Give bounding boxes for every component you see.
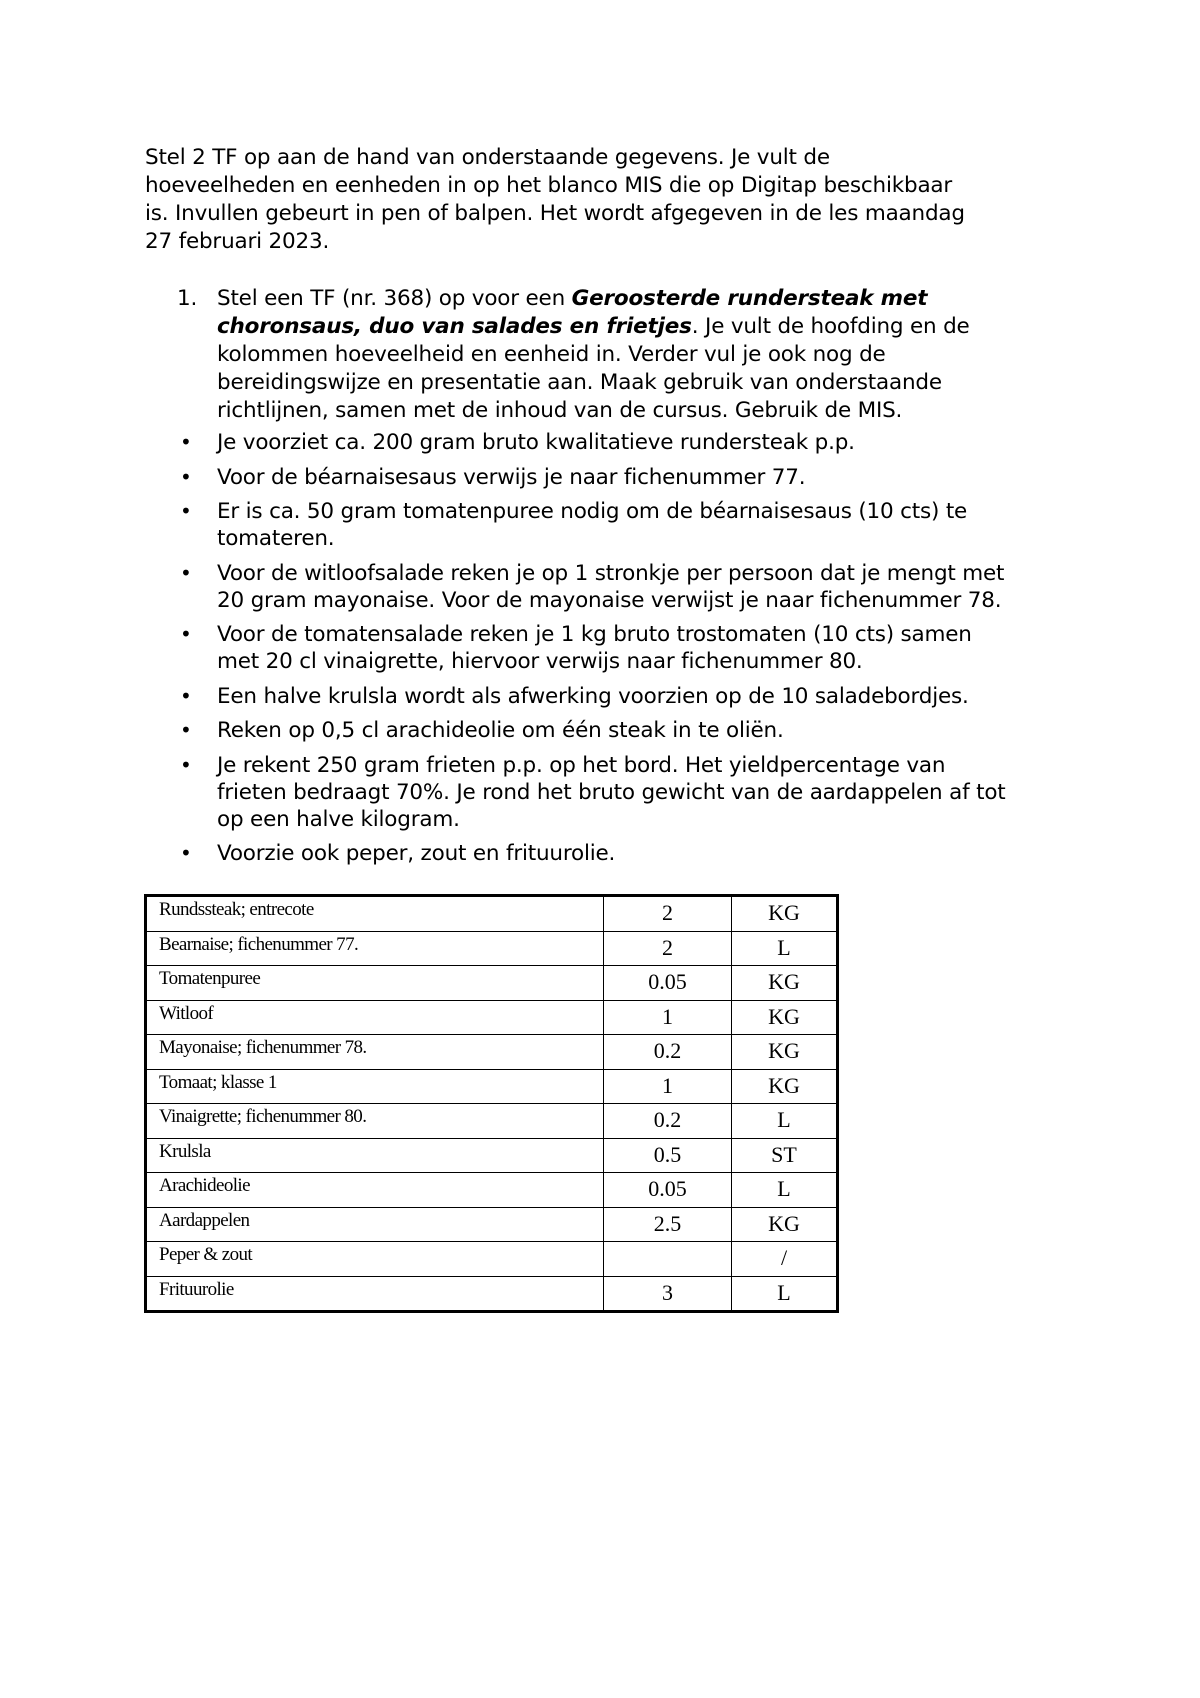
guidelines-list <box>145 429 1075 875</box>
ingredient-name: Tomaat; klasse 1 <box>146 1069 604 1104</box>
ingredient-quantity: 0.05 <box>604 1173 732 1208</box>
table-row <box>146 1242 838 1277</box>
ingredient-unit: KG <box>732 1207 838 1242</box>
ingredient-name: Aardappelen <box>146 1207 604 1242</box>
guideline-item <box>145 560 1075 614</box>
table-row <box>146 931 838 966</box>
intro-line: Stel 2 TF op aan de hand van onderstaande gegevens. Je vult de <box>145 145 830 170</box>
task-number: 1. <box>177 286 198 311</box>
guideline-item <box>145 717 1075 744</box>
ingredient-quantity: 1 <box>604 1000 732 1035</box>
guideline-text: Voor de tomatensalade reken je 1 kg bruto trostomaten (10 cts) samen <box>217 622 972 647</box>
guideline-text: 20 gram mayonaise. Voor de mayonaise verwijst je naar fichenummer 78. <box>217 587 1002 613</box>
guideline-text: Voor de béarnaisesaus verwijs je naar fichenummer 77. <box>217 464 806 490</box>
ingredient-unit: KG <box>732 966 838 1001</box>
ingredient-quantity: 2 <box>604 931 732 966</box>
task-text-line: . Je vult de hoofding en de <box>691 314 970 339</box>
table-row <box>146 896 838 932</box>
ingredient-quantity: 3 <box>604 1276 732 1312</box>
task-dish-title: Geroosterde rundersteak met <box>571 286 928 311</box>
table-row <box>146 1276 838 1312</box>
intro-paragraph <box>145 144 1075 256</box>
ingredient-unit: L <box>732 1104 838 1139</box>
intro-line: hoeveelheden en eenheden in op het blanco MIS die op Digitap beschikbaar <box>145 173 953 198</box>
ingredient-unit: KG <box>732 896 838 932</box>
task-dish-title: choronsaus, duo van salades en frietjes <box>217 314 692 339</box>
task-text-line: bereidingswijze en presentatie aan. Maak gebruik van onderstaande <box>217 370 942 395</box>
ingredient-quantity: 2.5 <box>604 1207 732 1242</box>
guideline-item <box>145 429 1075 456</box>
guideline-text: Je voorziet ca. 200 gram bruto kwalitatieve rundersteak p.p. <box>217 430 855 455</box>
guideline-item <box>145 498 1075 552</box>
ingredient-name: Krulsla <box>146 1138 604 1173</box>
table-row <box>146 966 838 1001</box>
task-text <box>217 285 1075 425</box>
ingredient-unit: L <box>732 1276 838 1312</box>
table-row <box>146 1173 838 1208</box>
bullet-icon: • <box>180 430 192 454</box>
ingredients-table <box>144 894 839 1313</box>
ingredient-unit: L <box>732 1173 838 1208</box>
task-text-line: richtlijnen, samen met de inhoud van de cursus. Gebruik de MIS. <box>217 398 903 423</box>
ingredient-unit: KG <box>732 1069 838 1104</box>
ingredient-name: Vinaigrette; fichenummer 80. <box>146 1104 604 1139</box>
ingredient-name: Arachideolie <box>146 1173 604 1208</box>
task-item <box>145 285 1075 425</box>
ingredient-quantity: 2 <box>604 896 732 932</box>
guideline-text: Voor de witloofsalade reken je op 1 stronkje per persoon dat je mengt met <box>217 560 1005 586</box>
ingredient-unit: / <box>732 1242 838 1277</box>
ingredient-name: Bearnaise; fichenummer 77. <box>146 931 604 966</box>
guideline-text: Er is ca. 50 gram tomatenpuree nodig om de béarnaisesaus (10 cts) te <box>217 499 968 524</box>
table-row <box>146 1000 838 1035</box>
guideline-item <box>145 683 1075 710</box>
ingredient-name: Rundssteak; entrecote <box>146 896 604 932</box>
guideline-text: Voorzie ook peper, zout en frituurolie. <box>217 841 616 866</box>
ingredient-name: Witloof <box>146 1000 604 1035</box>
ingredient-quantity: 0.2 <box>604 1035 732 1070</box>
guideline-item <box>145 464 1075 491</box>
bullet-icon: • <box>180 718 192 742</box>
intro-line: 27 februari 2023. <box>145 229 330 254</box>
ingredient-quantity: 1 <box>604 1069 732 1104</box>
ingredient-unit: KG <box>732 1035 838 1070</box>
guideline-text: Je rekent 250 gram frieten p.p. op het bord. Het yieldpercentage van <box>217 752 946 778</box>
guideline-text: op een halve kilogram. <box>217 806 460 832</box>
table-row <box>146 1035 838 1070</box>
guideline-text: met 20 cl vinaigrette, hiervoor verwijs naar fichenummer 80. <box>217 649 863 674</box>
ingredient-unit: L <box>732 931 838 966</box>
ingredient-unit: KG <box>732 1000 838 1035</box>
guideline-item <box>145 752 1075 833</box>
ingredient-name: Peper & zout <box>146 1242 604 1277</box>
guideline-item <box>145 621 1075 675</box>
bullet-icon: • <box>180 683 192 708</box>
ingredient-unit: ST <box>732 1138 838 1173</box>
guideline-text: Reken op 0,5 cl arachideolie om één steak in te oliën. <box>217 718 784 743</box>
ingredient-quantity: 0.2 <box>604 1104 732 1139</box>
table-row <box>146 1069 838 1104</box>
bullet-icon: • <box>180 841 192 865</box>
ingredient-name: Frituurolie <box>146 1276 604 1312</box>
ingredient-quantity <box>604 1242 732 1277</box>
guideline-text: frieten bedraagt 70%. Je rond het bruto gewicht van de aardappelen af tot <box>217 779 1006 805</box>
guideline-text: tomateren. <box>217 526 335 551</box>
bullet-icon: • <box>180 752 192 777</box>
intro-line: is. Invullen gebeurt in pen of balpen. Het wordt afgegeven in de les maandag <box>145 201 965 226</box>
table-row <box>146 1207 838 1242</box>
table-row <box>146 1138 838 1173</box>
table-row <box>146 1104 838 1139</box>
ingredient-name: Mayonaise; fichenummer 78. <box>146 1035 604 1070</box>
task-lead: Stel een TF (nr. 368) op voor een <box>217 286 572 311</box>
bullet-icon: • <box>180 464 192 489</box>
ingredient-quantity: 0.5 <box>604 1138 732 1173</box>
bullet-icon: • <box>180 499 192 523</box>
guideline-item <box>145 840 1075 867</box>
bullet-icon: • <box>180 622 192 646</box>
ingredient-name: Tomatenpuree <box>146 966 604 1001</box>
ingredient-quantity: 0.05 <box>604 966 732 1001</box>
task-text-line: kolommen hoeveelheid en eenheid in. Verder vul je ook nog de <box>217 342 886 367</box>
bullet-icon: • <box>180 560 192 585</box>
guideline-text: Een halve krulsla wordt als afwerking voorzien op de 10 saladebordjes. <box>217 683 969 709</box>
